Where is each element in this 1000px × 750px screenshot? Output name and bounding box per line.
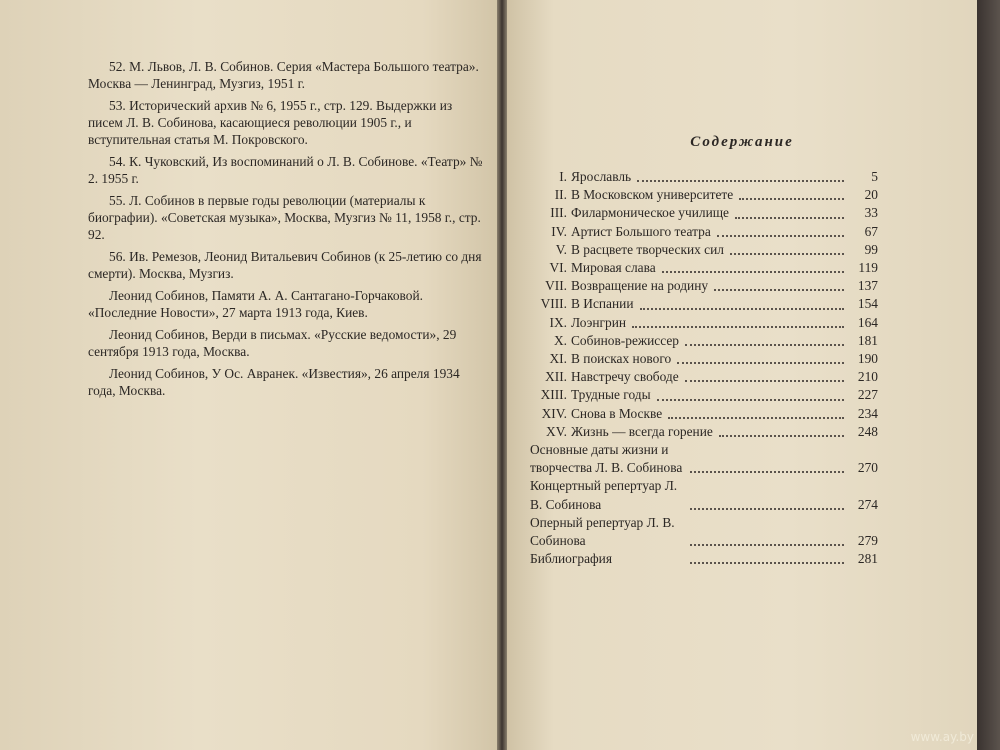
toc-entry-number: XII.	[545, 369, 567, 385]
toc-entry-title: Возвращение на родину	[571, 278, 709, 294]
toc-entry-number: XV.	[546, 423, 567, 439]
toc-entry-number: VII.	[545, 278, 567, 294]
toc-entry	[530, 332, 878, 350]
toc-entry	[530, 514, 878, 550]
toc-leader-dots	[690, 562, 844, 564]
toc-entry	[530, 550, 878, 568]
toc-entry-page: 67	[864, 223, 878, 239]
toc-entry-number: VI.	[549, 260, 567, 276]
toc-entry-number: XIV.	[541, 405, 567, 421]
toc-entry-number: I.	[559, 169, 567, 184]
toc-entry-page: 248	[857, 423, 878, 439]
bibliography-entry: Леонид Собинов, Памяти А. А. Сантагано-Горчаковой. «Последние Новости», 27 марта 1913 года, Киев.	[88, 288, 423, 320]
toc-leader-dots	[677, 362, 844, 364]
toc-entry-page: 270	[857, 460, 878, 476]
toc-entry-title: В Испании	[571, 296, 634, 312]
toc-entry-page: 20	[864, 187, 878, 203]
toc-entry	[530, 241, 878, 259]
toc-entry-page: 190	[857, 351, 878, 367]
toc-leader-dots	[730, 253, 844, 255]
toc-entry	[530, 350, 878, 368]
table-of-contents	[530, 168, 878, 568]
toc-leader-dots	[657, 399, 844, 401]
toc-entry	[530, 477, 878, 513]
toc-entry	[530, 277, 878, 295]
toc-entry-page: 164	[857, 314, 878, 330]
toc-entry	[530, 368, 878, 386]
toc-entry-title: Навстречу свободе	[571, 369, 679, 385]
toc-leader-dots	[714, 289, 844, 291]
bibliography-entry: Леонид Собинов, У Ос. Авранек. «Известия», 26 апреля 1934 года, Москва.	[88, 366, 460, 398]
toc-leader-dots	[640, 308, 844, 310]
bibliography-entry: Леонид Собинов, Верди в письмах. «Русские ведомости», 29 сентября 1913 года, Москва.	[88, 327, 457, 359]
bibliography-list	[88, 58, 483, 404]
toc-heading: Содержание	[690, 134, 794, 150]
toc-leader-dots	[717, 235, 844, 237]
toc-entry	[530, 295, 878, 313]
toc-entry-number: XI.	[549, 351, 567, 367]
bibliography-entry: 53. Исторический архив № 6, 1955 г., стр. 129. Выдержки из писем Л. В. Собинова, касающиеся революции 1905 г., и вступительная статья М. Покровского.	[88, 98, 453, 147]
toc-entry-title: Оперный репертуар Л. В. Собинова	[530, 514, 675, 549]
toc-entry-title: Лоэнгрин	[571, 314, 627, 330]
bibliography-entry: 52. М. Львов, Л. В. Собинов. Серия «Мастера Большого театра». Москва — Ленинград, Музгиз, 1951 г.	[88, 59, 479, 91]
toc-entry-number: VIII.	[540, 296, 567, 312]
toc-entry-title: Концертный репертуар Л. В. Собинова	[530, 478, 678, 512]
toc-entry	[530, 386, 878, 404]
toc-entry	[530, 259, 878, 277]
toc-entry-title: Ярославль	[571, 169, 632, 184]
watermark: www.ay.by	[910, 730, 974, 744]
toc-entry-title: Жизнь — всегда горение	[571, 423, 713, 439]
toc-entry	[530, 423, 878, 441]
toc-entry-number: III.	[550, 205, 567, 221]
toc-entry-page: 33	[864, 205, 878, 221]
toc-leader-dots	[685, 380, 844, 382]
toc-entry-page: 5	[871, 169, 878, 184]
toc-entry-number: X.	[553, 332, 567, 348]
book-edge	[977, 0, 1000, 750]
toc-leader-dots	[735, 217, 844, 219]
toc-entry-page: 279	[857, 533, 878, 549]
toc-leader-dots	[685, 344, 844, 346]
toc-entry	[530, 405, 878, 423]
book-gutter	[497, 0, 507, 750]
toc-entry-title: Артист Большого театра	[571, 223, 711, 239]
toc-entry-title: Трудные годы	[571, 387, 651, 403]
toc-entry-title: Филармоническое училище	[571, 205, 729, 221]
toc-leader-dots	[739, 198, 844, 200]
toc-entry-number: IX.	[549, 314, 567, 330]
toc-entry-number: V.	[555, 241, 567, 257]
toc-entry-number: IV.	[551, 223, 567, 239]
toc-leader-dots	[690, 544, 844, 546]
toc-entry-page: 274	[857, 496, 878, 512]
bibliography-entry: 56. Ив. Ремезов, Леонид Витальевич Собинов (к 25-летию со дня смерти). Москва, Музгиз.	[88, 249, 482, 281]
toc-entry-number: II.	[554, 187, 567, 203]
toc-entry-title: Основные даты жизни и творчества Л. В. Собинова	[530, 442, 683, 476]
toc-leader-dots	[637, 180, 844, 182]
toc-entry	[530, 204, 878, 222]
toc-entry-page: 137	[857, 278, 878, 294]
toc-entry-page: 154	[857, 296, 878, 312]
toc-entry-page: 227	[857, 387, 878, 403]
toc-entry-page: 119	[858, 260, 878, 276]
toc-leader-dots	[668, 417, 844, 419]
bibliography-entry: 55. Л. Собинов в первые годы революции (материалы к биографии). «Советская музыка», Москва, Музгиз № 11, 1958 г., стр. 92.	[88, 193, 481, 242]
toc-entry	[530, 168, 878, 186]
toc-entry-title: Мировая слава	[571, 260, 656, 276]
toc-entry-page: 281	[857, 551, 878, 567]
toc-entry-number: XIII.	[540, 387, 567, 403]
toc-entry-title: В поисках нового	[571, 351, 672, 367]
toc-leader-dots	[662, 271, 844, 273]
toc-entry	[530, 223, 878, 241]
toc-entry-title: В расцвете творческих сил	[571, 241, 724, 257]
toc-entry-page: 234	[857, 405, 878, 421]
toc-leader-dots	[719, 435, 844, 437]
toc-entry	[530, 314, 878, 332]
toc-entry-title: В Московском университете	[571, 187, 734, 203]
bibliography-entry: 54. К. Чуковский, Из воспоминаний о Л. В. Собинове. «Театр» № 2. 1955 г.	[88, 154, 483, 186]
toc-leader-dots	[690, 508, 844, 510]
toc-entry-page: 181	[857, 332, 878, 348]
toc-entry-page: 99	[864, 241, 878, 257]
toc-entry-title: Библиография	[530, 551, 613, 567]
toc-entry	[530, 186, 878, 204]
toc-leader-dots	[690, 471, 844, 473]
toc-entry-page: 210	[857, 369, 878, 385]
toc-entry-title: Снова в Москве	[571, 405, 663, 421]
toc-entry	[530, 441, 878, 477]
toc-entry-title: Собинов-режиссер	[571, 332, 679, 348]
toc-leader-dots	[632, 326, 844, 328]
